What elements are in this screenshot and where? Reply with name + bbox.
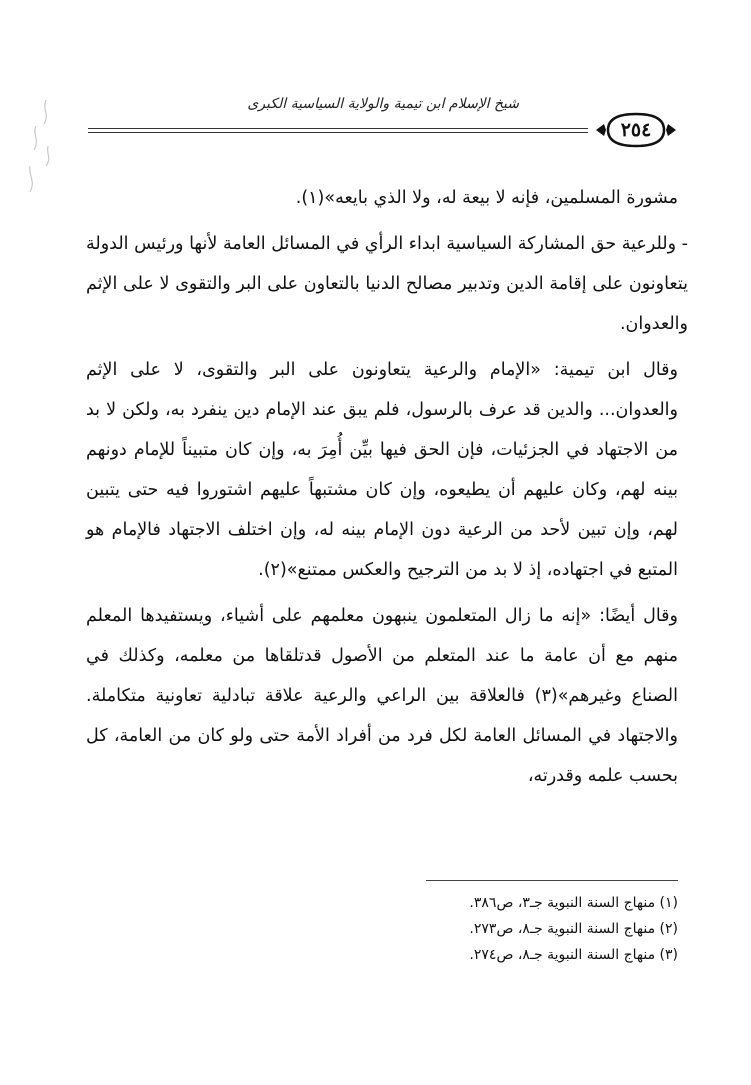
footnote-separator <box>426 880 678 881</box>
paragraph: مشورة المسلمين، فإنه لا بيعة له، ولا الذي بايعه»(١). <box>295 188 678 208</box>
footnote: (١) منهاج السنة النبوية جـ٣، ص٣٨٦. <box>469 895 678 911</box>
margin-scribble <box>16 96 60 206</box>
paragraph: - وللرعية حق المشاركة السياسية ابداء الرأي في المسائل العامة لأنها ورئيس الدولة يتعاونون على إقامة الدين وتدبير مصالح الدنيا بالتعاون على البر والتقوى لا على الإثم والعدوان. <box>86 234 688 334</box>
running-header: شيخ الإسلام ابن تيمية والولاية السياسية الكبرى <box>247 96 519 112</box>
footnotes <box>300 890 678 968</box>
paragraph: وقال ابن تيمية: «الإمام والرعية يتعاونون على البر والتقوى، لا على الإثم والعدوان... والدين قد عرف بالرسول، فلم يبق عند الإمام دين ينفرد به، ولكن لا بد من الاجتهاد في الجزئيات، فإن الحق فيها بيِّن أُمِرَ به، وإن كان متبيناً للإمام دونهم بينه لهم، وكان عليهم أن يطيعوه، وإن كان مشتبهاً عليهم اشتوروا فيه حتى يتبين لهم، وإن تبين لأحد من الرعية دون الإمام بينه له، وإن اختلف الاجتهاد فالإمام هو المتبع في اجتهاده، إذ لا بد من الترجيح والعكس ممتنع»(٢). <box>86 360 678 580</box>
footnote: (٣) منهاج السنة النبوية جـ٨، ص٢٧٤. <box>469 947 678 963</box>
paragraph: وقال أيضًا: «إنه ما زال المتعلمون ينبهون معلمهم على أشياء، ويستفيدها المعلم منهم مع أن عامة ما عند المتعلم من الأصول قدتلقاها من معلمه، وكذلك في الصناع وغيرهم»(٣) فالعلاقة بين الراعي والرعية علاقة تبادلية تعاونية متكاملة. والاجتهاد في المسائل العامة لكل فرد من أفراد الأمة حتى ولو كان من العامة، كل بحسب علمه وقدرته، <box>86 606 679 786</box>
header-rule <box>88 128 588 133</box>
body-text <box>86 178 688 802</box>
footnote: (٢) منهاج السنة النبوية جـ٨، ص٢٧٣. <box>469 921 678 937</box>
page-number: ٢٥٤ <box>620 119 652 141</box>
page-number-badge <box>594 110 678 150</box>
